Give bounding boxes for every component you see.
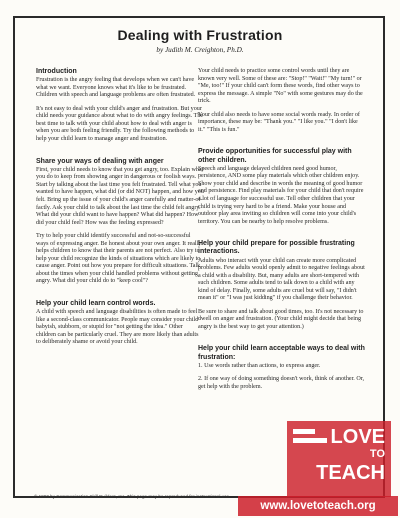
section-heading: Introduction	[36, 68, 77, 75]
section-successful-play	[198, 148, 366, 226]
paragraph: Adults who interact with your child can create more complicated problems. Few adults would openly admit to negative feelings about a child with a disability. But, many adults are short-tempered with such children. Some adults tend to talk down to a child with any kind of delay. Finally, some adults are cruel but will say, "I didn't mean it" or "I was just kidding" if you challenge their behavior.	[198, 257, 365, 302]
section-heading: Provide opportunities for successful play with other children.	[198, 148, 352, 164]
logo-text: TO	[369, 448, 385, 460]
list-item: 1. Use words rather than actions, to express anger.	[198, 362, 321, 369]
watermark-url[interactable]: www.lovetoteach.org	[238, 496, 398, 516]
document-byline: by Judith M. Creighton, Ph.D.	[156, 46, 244, 54]
paragraph: Speech and language delayed children need good humor, persistence, AND some play materials which other children enjoy. Show your child and describe in words the meaning of good humor and persistence. Find play materials for your child that don't require a lot of language for successful use. Tell other children that your child is trying very hard to be a friend. Make your house and outdoor play area inviting so children will come into your child's territory. You can be nearby to help resolve problems.	[198, 165, 364, 225]
paragraph: Frustration is the angry feeling that develops when we can't have what we want. Everyone knows what it's like to be frustrated. Children with speech and language problems are often frustrated.	[36, 77, 196, 99]
watermark-logo	[287, 421, 391, 497]
logo-text: LOVE	[330, 426, 385, 448]
right-column	[198, 68, 366, 398]
document-title: Dealing with Frustration	[117, 27, 283, 43]
paragraph: Your child needs to practice some control words until they are known very well. Some of these are: "Stop!" "Wait!" "My turn!" or "Me, too!" If your child can't form these words, find other ways to express the message. A simple "No" with some gestures may do the trick.	[198, 68, 363, 105]
section-acceptable-ways	[198, 345, 366, 391]
section-heading: Help your child learn acceptable ways to deal with frustration:	[198, 345, 365, 361]
section-heading: Help your child prepare for possible frustrating interactions.	[198, 240, 355, 256]
list-item: 2. If one way of doing something doesn't work, think of another. Or, get help with the problem.	[198, 376, 365, 390]
left-column	[36, 68, 204, 353]
logo-stripe-icon	[293, 438, 327, 443]
paragraph: A child with speech and language disabilities is often made to feel like a second-class communicator. People may consider your child babyish, stubborn, or stupid for "not getting the idea." Other children can be particularly cruel. They are more likely than adults to deliberately shame or avoid your child.	[36, 309, 199, 346]
logo-text: TEACH	[316, 462, 385, 484]
section-control-words	[36, 300, 204, 347]
section-frustrating-interactions	[198, 240, 366, 331]
copyright-footer: © 1990 by Communication Skill Builders, Inc. This page may be reproduced for instructional use.	[34, 494, 231, 499]
section-heading: Help your child learn control words.	[36, 299, 156, 307]
section-share-anger	[36, 158, 204, 286]
section-heading: Share your ways of dealing with anger	[36, 157, 164, 165]
section-introduction	[36, 68, 204, 144]
paragraph: First, your child needs to know that you get angry, too. Explain what you do to keep from showing anger in dangerous or foolish ways. Start by talking about the last time you felt frustrated. Tell what you wanted to have happen, what did (or did NOT) happen, and how you felt. Bring up the issue of your child's anger carefully and matter-of-factly. Ask your child to talk about the last time the child felt angry. What did your child want to have happen? What did happen? How did your child feel? How was the feeling expressed?	[36, 166, 204, 226]
section-control-words-continued	[198, 68, 366, 134]
paragraph: Try to help your child identify successful and not-so-successful ways of expressing anger. Be honest about your own anger. It really helps children to know that their parents are not perfect. Also try to help your child recognize the kinds of situations which are likely to cause anger. Point out how you prepare for difficult situations. Talk about the times when your child handled problems without getting angry. What did your child do to "keep cool"?	[36, 233, 202, 285]
paragraph: Be sure to share and talk about good times, too. It's not necessary to dwell on anger and frustration. (Your child might decide that being angry is the best way to get your attention.)	[198, 308, 364, 330]
logo-stripe-icon	[293, 429, 315, 434]
paragraph: It's not easy to deal with your child's anger and frustration. But your child needs your guidance about what to do with angry feelings. The best time to talk with your child about how to deal with anger is when you are both feeling friendly. Try the following methods to help your child learn to manage anger and frustration.	[36, 105, 204, 143]
paragraph: Your child also needs to have some social words ready. In order of importance, these may be: "Thank you." "I like you." "I don't like it." "This is fun."	[198, 111, 360, 133]
